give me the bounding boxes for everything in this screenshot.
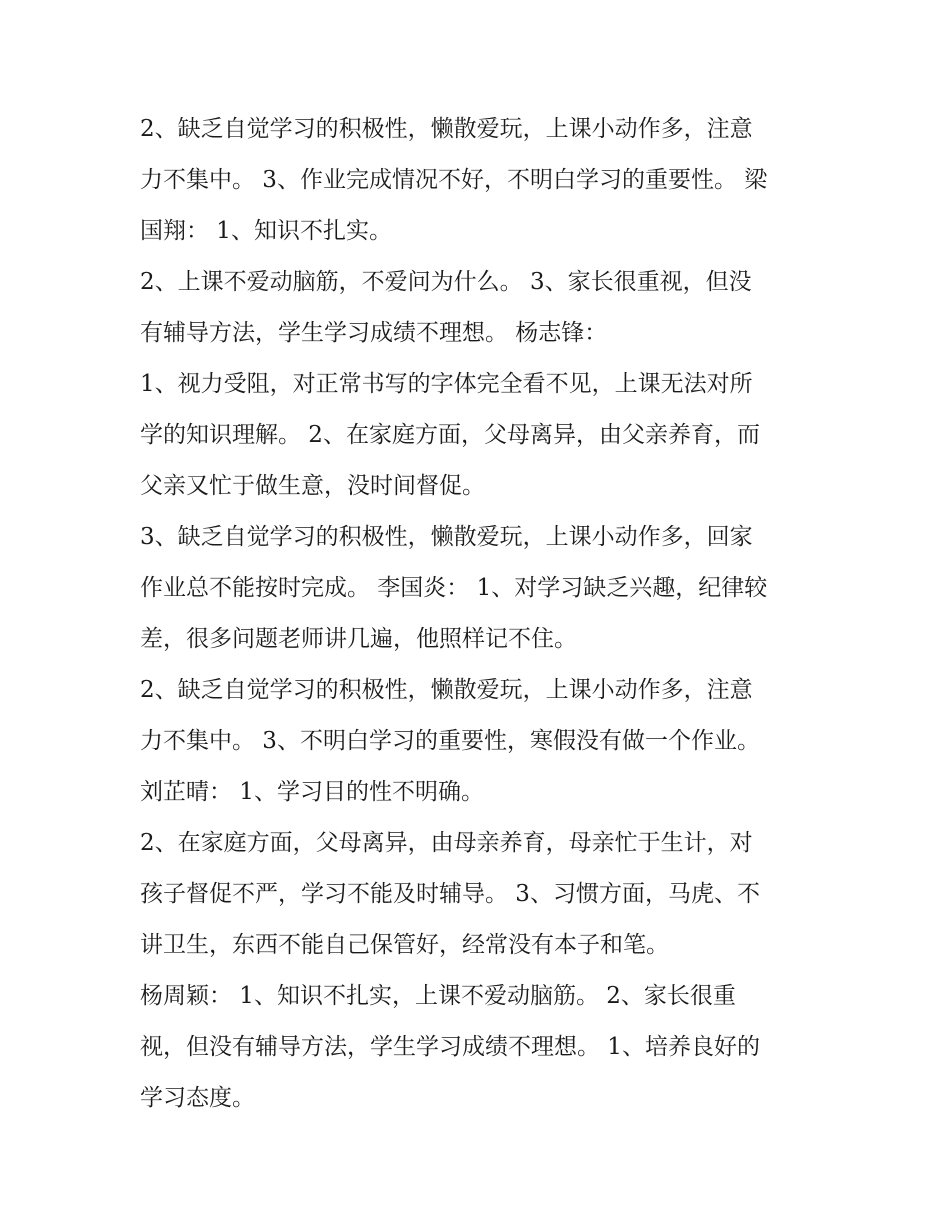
text-line-13: 力不集中。 3、不明白学习的重要性，寒假没有做一个作业。 xyxy=(140,728,760,754)
text-line-12: 2、缺乏自觉学习的积极性，懒散爱玩，上课小动作多，注意 xyxy=(140,677,753,703)
text-line-7: 学的知识理解。 2、在家庭方面，父母离异，由父亲养育，而 xyxy=(140,422,760,448)
text-line-20: 学习态度。 xyxy=(140,1085,255,1111)
text-line-11: 差，很多问题老师讲几遍，他照样记不住。 xyxy=(140,626,577,652)
text-line-14: 刘芷晴： 1、学习目的性不明确。 xyxy=(140,779,484,805)
text-line-3: 国翔： 1、知识不扎实。 xyxy=(140,218,392,244)
text-line-19: 视，但没有辅导方法，学生学习成绩不理想。 1、培养良好的 xyxy=(140,1034,760,1060)
text-line-2: 力不集中。 3、作业完成情况不好，不明白学习的重要性。 梁 xyxy=(140,167,768,193)
text-line-16: 孩子督促不严，学习不能及时辅导。 3、习惯方面，马虎、不 xyxy=(140,881,760,907)
text-line-9: 3、缺乏自觉学习的积极性，懒散爱玩，上课小动作多，回家 xyxy=(140,524,753,550)
text-line-10: 作业总不能按时完成。 李国炎： 1、对学习缺乏兴趣，纪律较 xyxy=(140,575,768,601)
document-body xyxy=(140,104,820,1124)
text-line-15: 2、在家庭方面，父母离异，由母亲养育，母亲忙于生计，对 xyxy=(140,830,753,856)
text-line-4: 2、上课不爱动脑筋，不爱问为什么。 3、家长很重视，但没 xyxy=(140,269,752,295)
text-line-8: 父亲又忙于做生意，没时间督促。 xyxy=(140,473,485,499)
text-line-6: 1、视力受阻，对正常书写的字体完全看不见，上课无法对所 xyxy=(140,371,753,397)
text-line-1: 2、缺乏自觉学习的积极性，懒散爱玩，上课小动作多，注意 xyxy=(140,116,753,142)
text-line-5: 有辅导方法，学生学习成绩不理想。 杨志锋： xyxy=(140,320,608,346)
text-line-18: 杨周颖： 1、知识不扎实，上课不爱动脑筋。 2、家长很重 xyxy=(140,983,736,1009)
text-line-17: 讲卫生，东西不能自己保管好，经常没有本子和笔。 xyxy=(140,932,669,958)
